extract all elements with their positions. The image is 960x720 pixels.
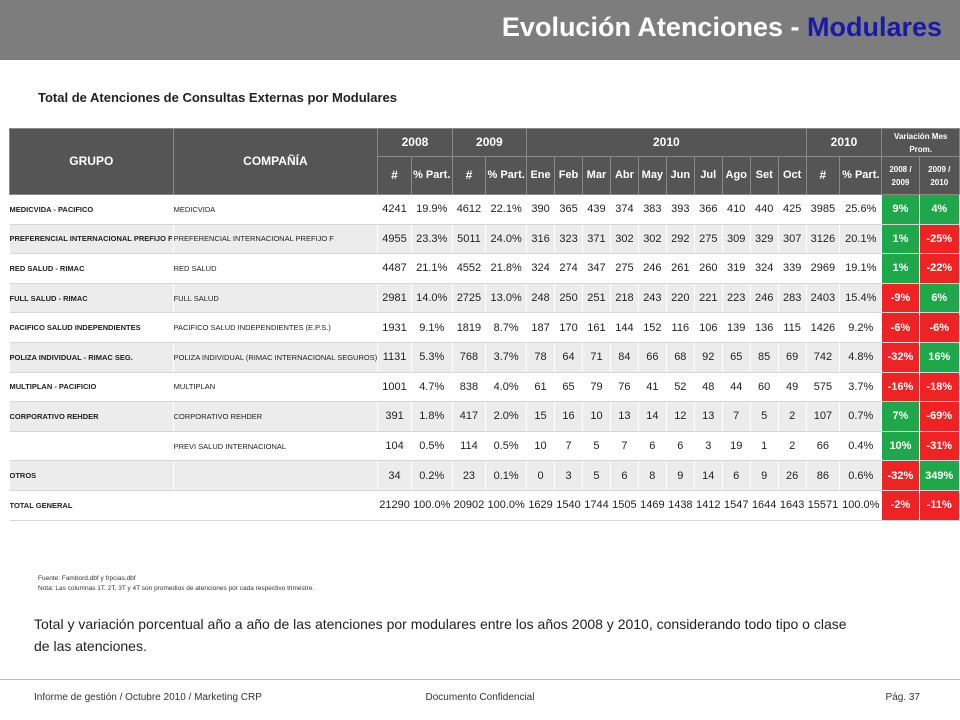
table-row	[10, 461, 960, 491]
month-value-cell: 19	[722, 431, 750, 461]
header-2010-total: 2010	[806, 129, 882, 157]
month-value-cell: 79	[582, 372, 610, 402]
month-value-cell: 6	[638, 431, 666, 461]
header-2008: 2008	[378, 129, 452, 157]
month-value-cell: 275	[610, 254, 638, 284]
month-value-cell: 223	[722, 283, 750, 313]
month-value-cell: 52	[666, 372, 694, 402]
footer-divider	[0, 679, 960, 680]
part-2010-cell: 0.4%	[840, 431, 882, 461]
header-month: Abr	[610, 157, 638, 195]
footer-center: Documento Confidencial	[425, 692, 535, 703]
count-2010-cell: 1426	[806, 313, 840, 343]
count-2008-cell: 4241	[378, 195, 412, 225]
part-2009-cell: 2.0%	[486, 402, 527, 432]
table-row	[10, 224, 960, 254]
variation-2009-2010-cell: -18%	[919, 372, 959, 402]
part-2008-cell: 100.0%	[411, 490, 452, 520]
compania-cell: MEDICVIDA	[173, 195, 378, 225]
grupo-cell: CORPORATIVO REHDER	[10, 402, 174, 432]
month-value-cell: 187	[527, 313, 555, 343]
month-value-cell: 324	[527, 254, 555, 284]
count-2008-cell: 104	[378, 431, 412, 461]
header-2009: 2009	[452, 129, 526, 157]
part-2009-cell: 3.7%	[486, 342, 527, 372]
count-2010-cell: 66	[806, 431, 840, 461]
part-2009-cell: 21.8%	[486, 254, 527, 284]
month-value-cell: 1412	[694, 490, 722, 520]
variation-2009-2010-cell: -11%	[919, 490, 959, 520]
month-value-cell: 9	[750, 461, 778, 491]
part-2009-cell: 22.1%	[486, 195, 527, 225]
part-2008-cell: 9.1%	[411, 313, 452, 343]
month-value-cell: 243	[638, 283, 666, 313]
header-part-2010: % Part.	[840, 157, 882, 195]
compania-cell: PREFERENCIAL INTERNACIONAL PREFIJO F	[173, 224, 378, 254]
month-value-cell: 115	[778, 313, 806, 343]
month-value-cell: 13	[694, 402, 722, 432]
month-value-cell: 92	[694, 342, 722, 372]
month-value-cell: 10	[527, 431, 555, 461]
count-2010-cell: 575	[806, 372, 840, 402]
page-title	[502, 12, 942, 43]
variation-2009-2010-cell: -6%	[919, 313, 959, 343]
month-value-cell: 274	[555, 254, 583, 284]
part-2009-cell: 13.0%	[486, 283, 527, 313]
month-value-cell: 260	[694, 254, 722, 284]
month-value-cell: 302	[638, 224, 666, 254]
header-2010-months: 2010	[527, 129, 807, 157]
variation-2008-2009-cell: -9%	[882, 283, 919, 313]
month-value-cell: 13	[610, 402, 638, 432]
month-value-cell: 65	[555, 372, 583, 402]
month-value-cell: 251	[582, 283, 610, 313]
part-2008-cell: 0.5%	[411, 431, 452, 461]
table-row	[10, 431, 960, 461]
variation-2009-2010-cell: -31%	[919, 431, 959, 461]
variation-2008-2009-cell: -32%	[882, 461, 919, 491]
month-value-cell: 3	[555, 461, 583, 491]
header-month: Ago	[722, 157, 750, 195]
part-2010-cell: 3.7%	[840, 372, 882, 402]
month-value-cell: 41	[638, 372, 666, 402]
source-note: Fuente: Fambord.dbf y frpcias.dbf	[38, 575, 136, 582]
table-row	[10, 372, 960, 402]
header-num-2010: #	[806, 157, 840, 195]
variation-2009-2010-cell: 6%	[919, 283, 959, 313]
column-note: Nota: Las columnas 1T, 2T, 3T y 4T son promedios de atenciones por cada respectivo trimestre.	[38, 585, 315, 592]
header-part-2008: % Part.	[411, 157, 452, 195]
month-value-cell: 14	[694, 461, 722, 491]
part-2010-cell: 15.4%	[840, 283, 882, 313]
table-row	[10, 195, 960, 225]
grupo-cell: RED SALUD - RIMAC	[10, 254, 174, 284]
atenciones-table	[9, 128, 960, 521]
month-value-cell: 76	[610, 372, 638, 402]
variation-2008-2009-cell: -32%	[882, 342, 919, 372]
grupo-cell: MULTIPLAN - PACIFICIO	[10, 372, 174, 402]
count-2010-cell: 2969	[806, 254, 840, 284]
count-2010-cell: 3126	[806, 224, 840, 254]
title-highlight: Modulares	[806, 12, 942, 42]
footer-page: Pág. 37	[885, 692, 920, 703]
header-month: Mar	[582, 157, 610, 195]
month-value-cell: 425	[778, 195, 806, 225]
month-value-cell: 161	[582, 313, 610, 343]
variation-2009-2010-cell: -25%	[919, 224, 959, 254]
month-value-cell: 1505	[610, 490, 638, 520]
part-2009-cell: 24.0%	[486, 224, 527, 254]
month-value-cell: 323	[555, 224, 583, 254]
count-2008-cell: 1131	[378, 342, 412, 372]
part-2010-cell: 25.6%	[840, 195, 882, 225]
header-month: Jun	[666, 157, 694, 195]
count-2010-cell: 86	[806, 461, 840, 491]
count-2009-cell: 5011	[452, 224, 486, 254]
month-value-cell: 85	[750, 342, 778, 372]
header-month: Feb	[555, 157, 583, 195]
month-value-cell: 10	[582, 402, 610, 432]
month-value-cell: 26	[778, 461, 806, 491]
count-2010-cell: 107	[806, 402, 840, 432]
part-2010-cell: 20.1%	[840, 224, 882, 254]
variation-2009-2010-cell: 349%	[919, 461, 959, 491]
variation-2008-2009-cell: 10%	[882, 431, 919, 461]
grupo-cell: POLIZA INDIVIDUAL - RIMAC SEG.	[10, 342, 174, 372]
count-2009-cell: 2725	[452, 283, 486, 313]
month-value-cell: 136	[750, 313, 778, 343]
header-var-2008-2009: 2008 / 2009	[882, 157, 919, 195]
table-row	[10, 490, 960, 520]
month-value-cell: 3	[694, 431, 722, 461]
variation-2008-2009-cell: -2%	[882, 490, 919, 520]
header-compania: COMPAÑÍA	[173, 129, 378, 195]
count-2009-cell: 114	[452, 431, 486, 461]
compania-cell: MULTIPLAN	[173, 372, 378, 402]
variation-2008-2009-cell: -6%	[882, 313, 919, 343]
part-2010-cell: 9.2%	[840, 313, 882, 343]
month-value-cell: 170	[555, 313, 583, 343]
count-2009-cell: 23	[452, 461, 486, 491]
month-value-cell: 8	[638, 461, 666, 491]
header-num-2008: #	[378, 157, 412, 195]
month-value-cell: 61	[527, 372, 555, 402]
grupo-cell: PACIFICO SALUD INDEPENDIENTES	[10, 313, 174, 343]
compania-cell: PREVI SALUD INTERNACIONAL	[173, 431, 378, 461]
part-2010-cell: 19.1%	[840, 254, 882, 284]
month-value-cell: 307	[778, 224, 806, 254]
month-value-cell: 16	[555, 402, 583, 432]
month-value-cell: 5	[582, 461, 610, 491]
part-2008-cell: 5.3%	[411, 342, 452, 372]
variation-2009-2010-cell: -22%	[919, 254, 959, 284]
variation-2009-2010-cell: 4%	[919, 195, 959, 225]
header-grupo: GRUPO	[10, 129, 174, 195]
compania-cell: RED SALUD	[173, 254, 378, 284]
count-2010-cell: 15571	[806, 490, 840, 520]
part-2008-cell: 21.1%	[411, 254, 452, 284]
month-value-cell: 2	[778, 431, 806, 461]
month-value-cell: 49	[778, 372, 806, 402]
month-value-cell: 1547	[722, 490, 750, 520]
part-2008-cell: 23.3%	[411, 224, 452, 254]
table-row	[10, 402, 960, 432]
table-row	[10, 283, 960, 313]
count-2008-cell: 391	[378, 402, 412, 432]
month-value-cell: 347	[582, 254, 610, 284]
month-value-cell: 218	[610, 283, 638, 313]
month-value-cell: 2	[778, 402, 806, 432]
month-value-cell: 44	[722, 372, 750, 402]
month-value-cell: 329	[750, 224, 778, 254]
variation-2009-2010-cell: -69%	[919, 402, 959, 432]
month-value-cell: 283	[778, 283, 806, 313]
count-2008-cell: 21290	[378, 490, 412, 520]
month-value-cell: 15	[527, 402, 555, 432]
month-value-cell: 439	[582, 195, 610, 225]
count-2009-cell: 4552	[452, 254, 486, 284]
header-month: Ene	[527, 157, 555, 195]
table-row	[10, 342, 960, 372]
variation-2008-2009-cell: 9%	[882, 195, 919, 225]
month-value-cell: 383	[638, 195, 666, 225]
month-value-cell: 440	[750, 195, 778, 225]
month-value-cell: 275	[694, 224, 722, 254]
compania-cell: FULL SALUD	[173, 283, 378, 313]
month-value-cell: 6	[610, 461, 638, 491]
month-value-cell: 84	[610, 342, 638, 372]
month-value-cell: 139	[722, 313, 750, 343]
month-value-cell: 152	[638, 313, 666, 343]
part-2009-cell: 4.0%	[486, 372, 527, 402]
title-main: Evolución Atenciones -	[501, 12, 807, 42]
source-notes	[38, 574, 314, 594]
count-2008-cell: 2981	[378, 283, 412, 313]
part-2008-cell: 1.8%	[411, 402, 452, 432]
variation-2009-2010-cell: 16%	[919, 342, 959, 372]
count-2010-cell: 742	[806, 342, 840, 372]
month-value-cell: 1643	[778, 490, 806, 520]
part-2010-cell: 4.8%	[840, 342, 882, 372]
month-value-cell: 116	[666, 313, 694, 343]
grupo-cell: OTROS	[10, 461, 174, 491]
header-month: May	[638, 157, 666, 195]
table-row	[10, 254, 960, 284]
grupo-cell: FULL SALUD - RIMAC	[10, 283, 174, 313]
month-value-cell: 68	[666, 342, 694, 372]
month-value-cell: 60	[750, 372, 778, 402]
month-value-cell: 221	[694, 283, 722, 313]
compania-cell: PACIFICO SALUD INDEPENDIENTES (E.P.S.)	[173, 313, 378, 343]
grupo-cell	[10, 431, 174, 461]
month-value-cell: 250	[555, 283, 583, 313]
part-2008-cell: 0.2%	[411, 461, 452, 491]
month-value-cell: 6	[722, 461, 750, 491]
count-2009-cell: 838	[452, 372, 486, 402]
part-2008-cell: 14.0%	[411, 283, 452, 313]
month-value-cell: 393	[666, 195, 694, 225]
month-value-cell: 5	[582, 431, 610, 461]
grupo-cell: MEDICVIDA - PACIFICO	[10, 195, 174, 225]
count-2009-cell: 20902	[452, 490, 486, 520]
part-2010-cell: 0.7%	[840, 402, 882, 432]
month-value-cell: 1744	[582, 490, 610, 520]
header-month: Oct	[778, 157, 806, 195]
month-value-cell: 71	[582, 342, 610, 372]
count-2009-cell: 768	[452, 342, 486, 372]
month-value-cell: 7	[555, 431, 583, 461]
table-body	[10, 195, 960, 521]
month-value-cell: 144	[610, 313, 638, 343]
month-value-cell: 1438	[666, 490, 694, 520]
part-2010-cell: 100.0%	[840, 490, 882, 520]
grupo-cell: TOTAL GENERAL	[10, 490, 174, 520]
month-value-cell: 319	[722, 254, 750, 284]
footer-left: Informe de gestión / Octubre 2010 / Marketing CRP	[34, 692, 262, 703]
grupo-cell: PREFERENCIAL INTERNACIONAL PREFIJO F	[10, 224, 174, 254]
month-value-cell: 78	[527, 342, 555, 372]
variation-2008-2009-cell: 7%	[882, 402, 919, 432]
count-2008-cell: 1931	[378, 313, 412, 343]
month-value-cell: 365	[555, 195, 583, 225]
count-2009-cell: 417	[452, 402, 486, 432]
month-value-cell: 69	[778, 342, 806, 372]
count-2009-cell: 1819	[452, 313, 486, 343]
part-2008-cell: 4.7%	[411, 372, 452, 402]
month-value-cell: 106	[694, 313, 722, 343]
month-value-cell: 64	[555, 342, 583, 372]
part-2009-cell: 8.7%	[486, 313, 527, 343]
month-value-cell: 316	[527, 224, 555, 254]
header-variacion: Variación Mes Prom.	[882, 129, 960, 157]
month-value-cell: 390	[527, 195, 555, 225]
part-2009-cell: 100.0%	[486, 490, 527, 520]
count-2008-cell: 1001	[378, 372, 412, 402]
month-value-cell: 6	[666, 431, 694, 461]
month-value-cell: 248	[527, 283, 555, 313]
variation-2008-2009-cell: -16%	[882, 372, 919, 402]
compania-cell	[173, 490, 378, 520]
header-var-2009-2010: 2009 / 2010	[919, 157, 959, 195]
part-2008-cell: 19.9%	[411, 195, 452, 225]
month-value-cell: 246	[638, 254, 666, 284]
month-value-cell: 12	[666, 402, 694, 432]
month-value-cell: 1540	[555, 490, 583, 520]
header-month: Set	[750, 157, 778, 195]
description-text: Total y variación porcentual año a año de las atenciones por modulares entre los años 2008 y 2010, considerando todo tipo o clase de las atenciones.	[34, 616, 847, 654]
count-2009-cell: 4612	[452, 195, 486, 225]
month-value-cell: 9	[666, 461, 694, 491]
month-value-cell: 48	[694, 372, 722, 402]
month-value-cell: 1	[750, 431, 778, 461]
compania-cell: CORPORATIVO REHDER	[173, 402, 378, 432]
month-value-cell: 292	[666, 224, 694, 254]
compania-cell	[173, 461, 378, 491]
month-value-cell: 374	[610, 195, 638, 225]
compania-cell: POLIZA INDIVIDUAL (RIMAC INTERNACIONAL SEGUROS)	[173, 342, 378, 372]
count-2008-cell: 4487	[378, 254, 412, 284]
month-value-cell: 309	[722, 224, 750, 254]
variation-2008-2009-cell: 1%	[882, 224, 919, 254]
month-value-cell: 1644	[750, 490, 778, 520]
month-value-cell: 324	[750, 254, 778, 284]
month-value-cell: 66	[638, 342, 666, 372]
count-2010-cell: 2403	[806, 283, 840, 313]
month-value-cell: 5	[750, 402, 778, 432]
month-value-cell: 261	[666, 254, 694, 284]
header-part-2009: % Part.	[486, 157, 527, 195]
month-value-cell: 1629	[527, 490, 555, 520]
part-2009-cell: 0.5%	[486, 431, 527, 461]
month-value-cell: 366	[694, 195, 722, 225]
part-2010-cell: 0.6%	[840, 461, 882, 491]
count-2010-cell: 3985	[806, 195, 840, 225]
header-month: Jul	[694, 157, 722, 195]
month-value-cell: 65	[722, 342, 750, 372]
month-value-cell: 7	[610, 431, 638, 461]
count-2008-cell: 34	[378, 461, 412, 491]
variation-2008-2009-cell: 1%	[882, 254, 919, 284]
count-2008-cell: 4955	[378, 224, 412, 254]
month-value-cell: 339	[778, 254, 806, 284]
month-value-cell: 1469	[638, 490, 666, 520]
month-value-cell: 0	[527, 461, 555, 491]
month-value-cell: 220	[666, 283, 694, 313]
header-num-2009: #	[452, 157, 486, 195]
part-2009-cell: 0.1%	[486, 461, 527, 491]
month-value-cell: 246	[750, 283, 778, 313]
month-value-cell: 14	[638, 402, 666, 432]
month-value-cell: 410	[722, 195, 750, 225]
month-value-cell: 371	[582, 224, 610, 254]
table-subtitle: Total de Atenciones de Consultas Externas por Modulares	[38, 90, 398, 105]
month-value-cell: 302	[610, 224, 638, 254]
month-value-cell: 7	[722, 402, 750, 432]
table-row	[10, 313, 960, 343]
